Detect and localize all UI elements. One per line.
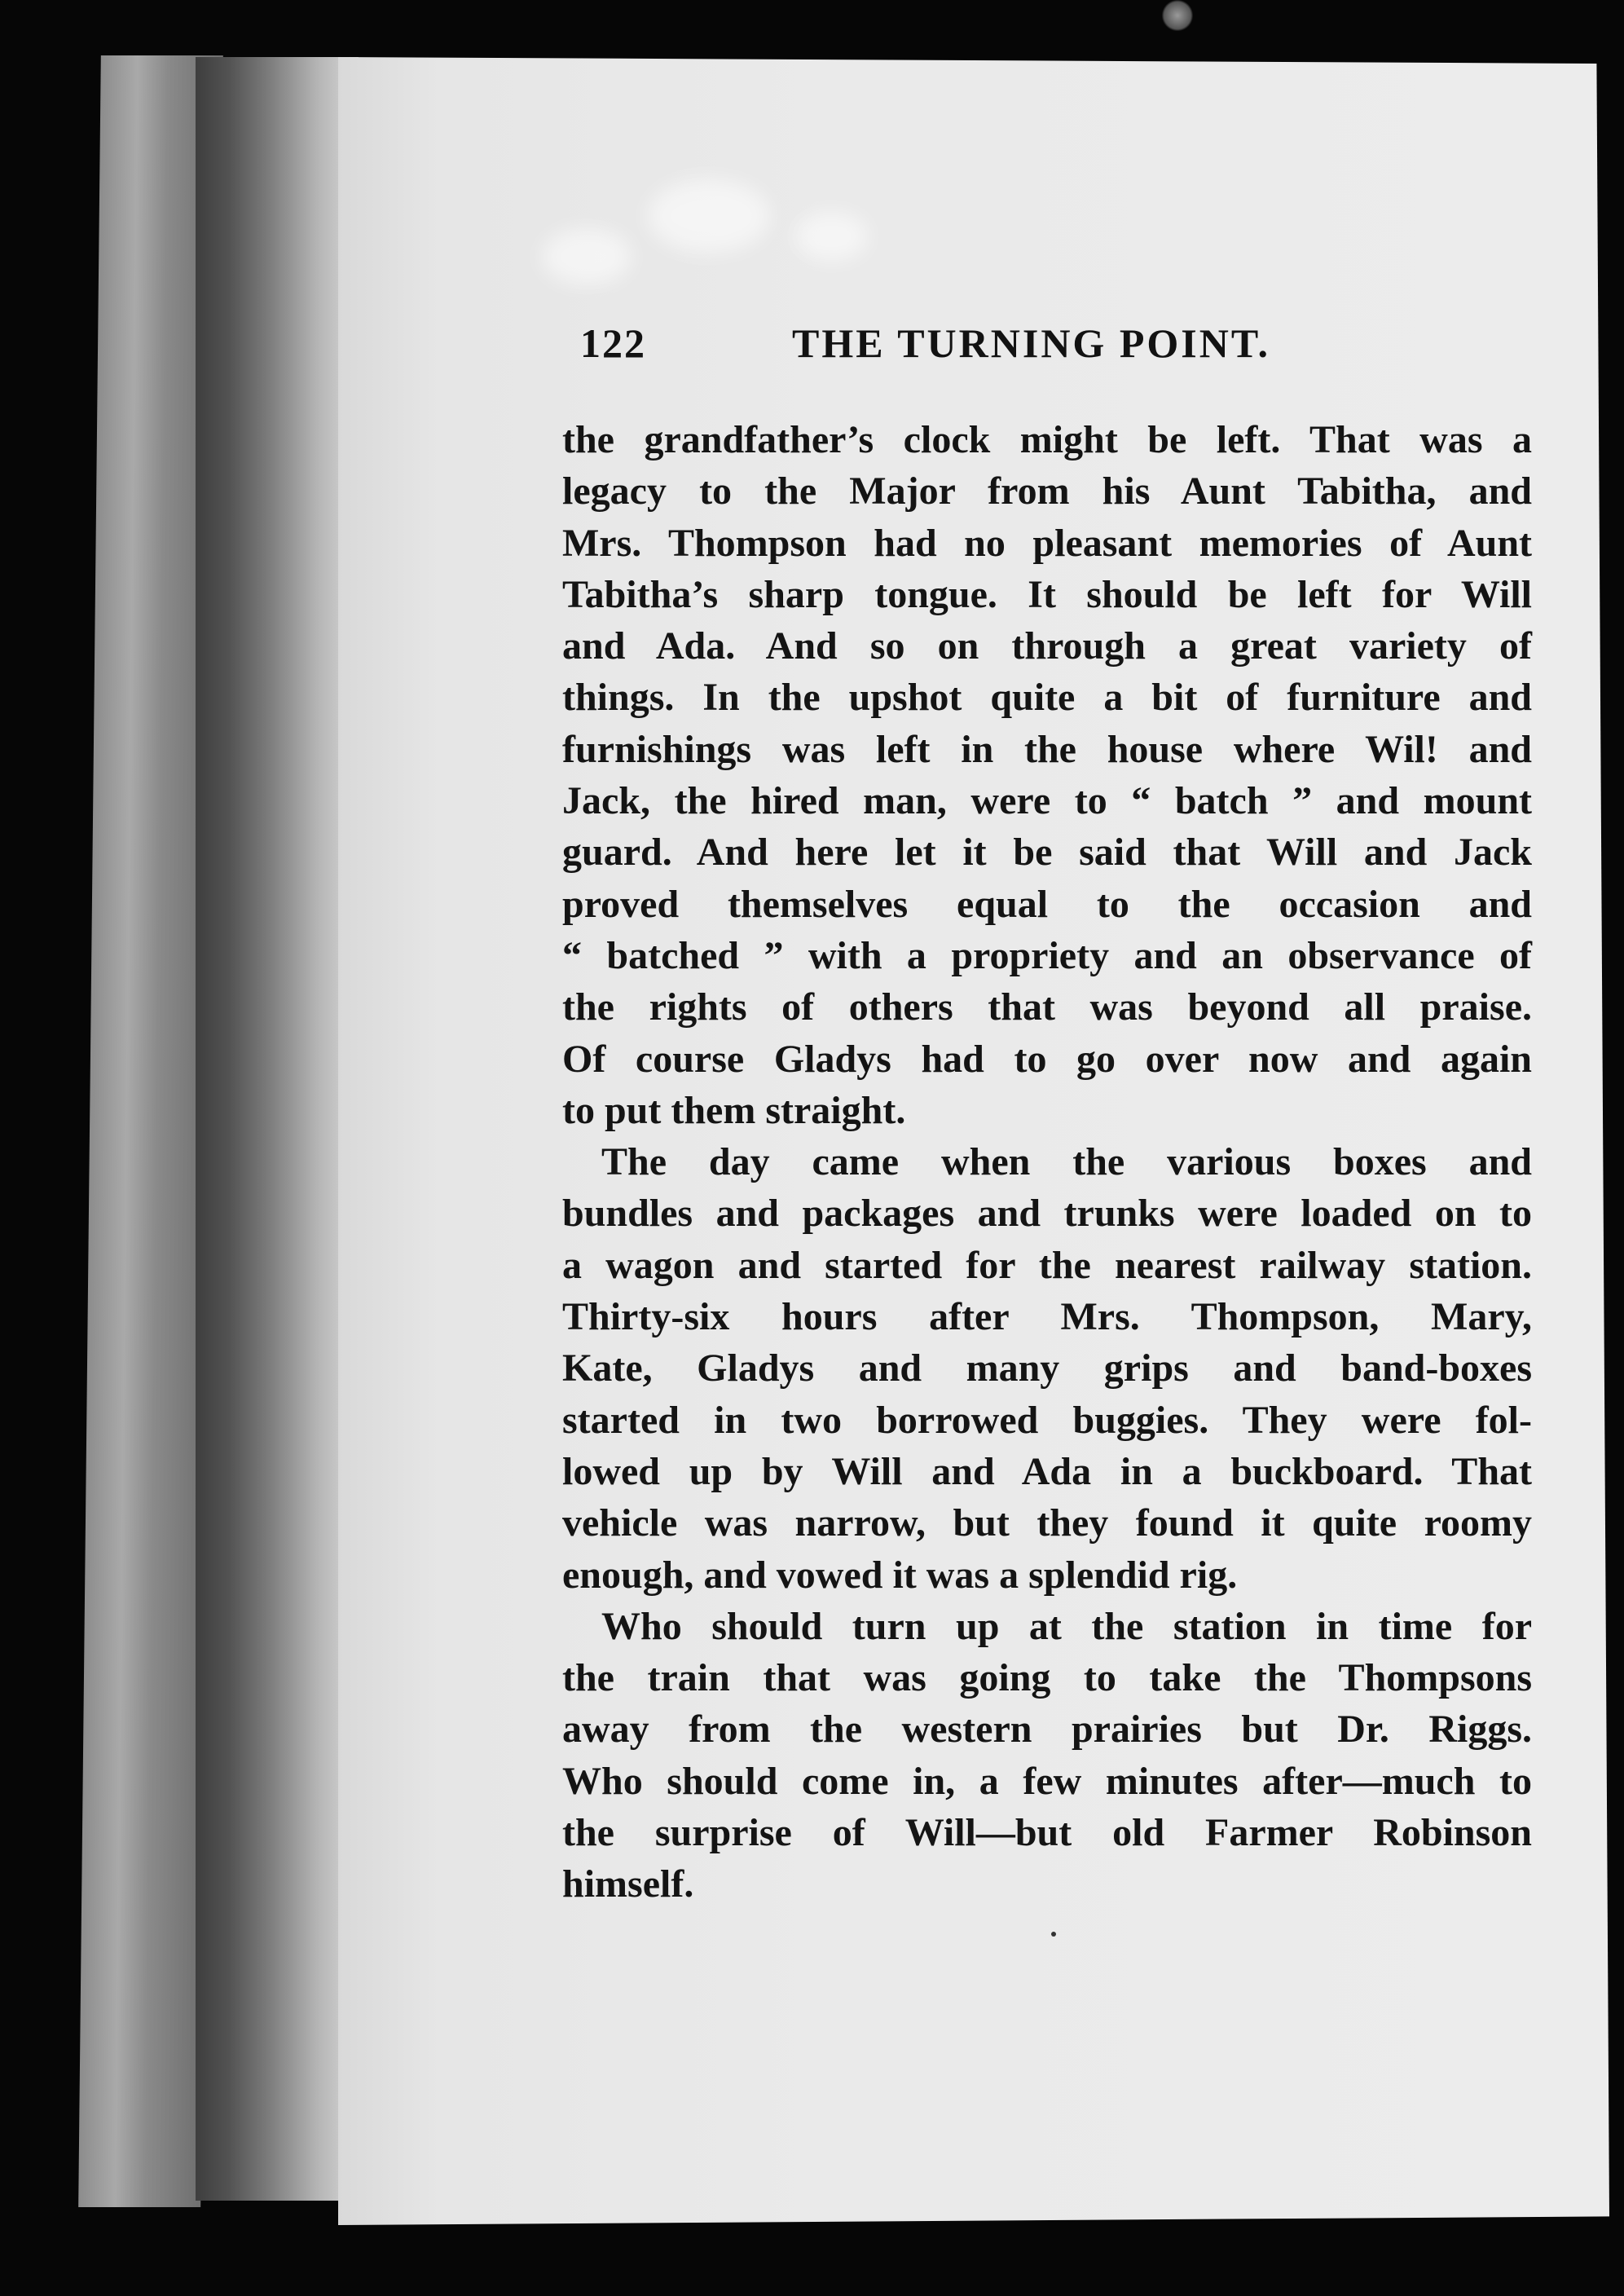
text-line: Mrs. Thompson had no pleasant memories of Aunt xyxy=(562,521,1532,565)
paper-smudge xyxy=(648,179,770,253)
text-line: to put them straight. xyxy=(562,1088,906,1132)
text-line: a wagon and started for the nearest railway station. xyxy=(562,1243,1532,1287)
text-line: enough, and vowed it was a splendid rig. xyxy=(562,1553,1238,1597)
text-line: proved themselves equal to the occasion and xyxy=(562,882,1532,926)
text-line: Who should come in, a few minutes after—much to xyxy=(562,1759,1532,1803)
text-line: and Ada. And so on through a great variety of xyxy=(562,624,1532,668)
text-line: vehicle was narrow, but they found it quite roomy xyxy=(562,1501,1532,1545)
text-line: the grandfather’s clock might be left. That was a xyxy=(562,418,1532,461)
book-gutter-shadow xyxy=(196,57,359,2201)
text-line: Thirty-six hours after Mrs. Thompson, Mary, xyxy=(562,1295,1532,1339)
text-line: bundles and packages and trunks were loaded on to xyxy=(562,1192,1532,1236)
running-header xyxy=(580,320,1558,377)
text-line: Who should turn up at the station in time for xyxy=(601,1604,1532,1648)
paper-smudge xyxy=(542,228,632,285)
paper-smudge xyxy=(794,212,868,261)
text-line: lowed up by Will and Ada in a buckboard. That xyxy=(562,1449,1532,1493)
text-line: guard. And here let it be said that Will and Jack xyxy=(562,831,1532,875)
scan-artifact-mark xyxy=(1161,0,1194,31)
text-line: The day came when the various boxes and xyxy=(601,1140,1532,1184)
text-line: the rights of others that was beyond all praise. xyxy=(562,985,1532,1029)
text-line: Of course Gladys had to go over now and again xyxy=(562,1037,1532,1081)
text-line: “ batched ” with a propriety and an observance of xyxy=(562,933,1532,977)
text-line: started in two borrowed buggies. They were fol- xyxy=(562,1398,1532,1442)
text-line: away from the western prairies but Dr. Riggs. xyxy=(562,1708,1532,1752)
page-number: 122 xyxy=(580,320,646,366)
text-line: legacy to the Major from his Aunt Tabitha, and xyxy=(562,469,1532,513)
text-line: Kate, Gladys and many grips and band-boxes xyxy=(562,1346,1532,1390)
text-line: Tabitha’s sharp tongue. It should be left for Will xyxy=(562,572,1532,616)
text-line: things. In the upshot quite a bit of furniture and xyxy=(562,676,1532,720)
text-line: himself. xyxy=(562,1862,694,1906)
text-line: Jack, the hired man, were to “ batch ” and mount xyxy=(562,779,1532,823)
body-text xyxy=(562,414,1532,1910)
ink-speck xyxy=(1051,1932,1056,1937)
text-line: furnishings was left in the house where Wil! and xyxy=(562,727,1532,771)
running-title: THE TURNING POINT. xyxy=(792,320,1270,366)
text-line: the surprise of Will—but old Farmer Robinson xyxy=(562,1811,1532,1855)
text-line: the train that was going to take the Thompsons xyxy=(562,1656,1532,1700)
